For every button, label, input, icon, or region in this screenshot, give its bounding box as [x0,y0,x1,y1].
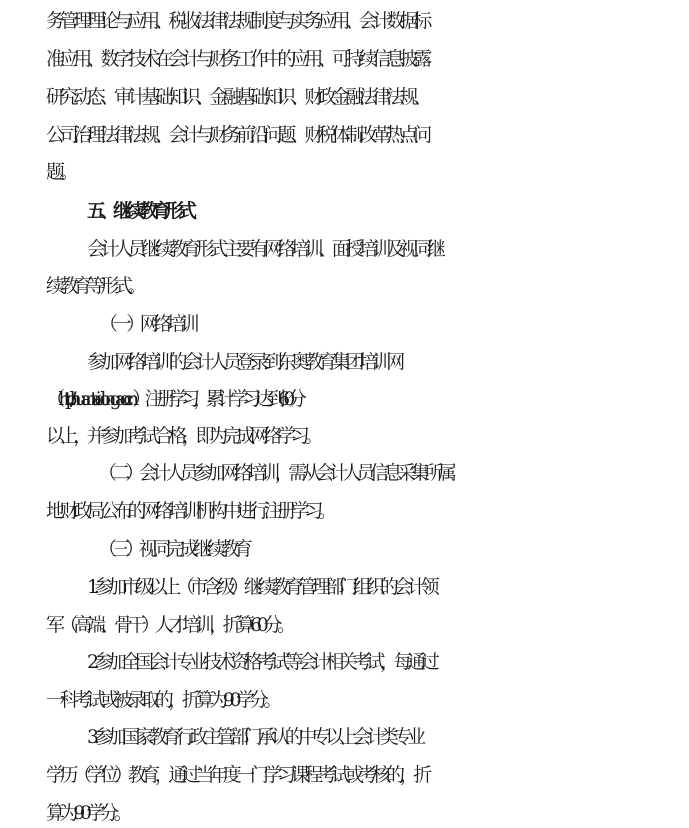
list-item: 1.参加市级以上（市含级）继续教育管理部门组织的会计领 [87,576,435,598]
body-text-line: 公司治理法律法规、会计与财务前沿问题、财税体制改革热点问 [46,124,427,146]
body-text-line: 准应用、数字技术在会计与财务工作中的应用、可持续信息披露 [46,48,427,70]
body-text-line: 会计人员继续教育形式主要有网络培训、面授培训及视同继 [87,238,441,260]
body-text-line: 题。 [46,161,74,183]
body-text-line: 学历（学位）教育，通过当年度一门学习课程考试或考核的，折 [46,764,427,786]
body-text-line: 研究动态、审计基础知识、金融基础知识、财政金融法律法规、 [46,86,427,108]
section-heading: 五、继续教育形式 [87,200,192,222]
list-item: 3.参加国家教育行政主管部门承认的中专以上会计类专业 [87,726,421,748]
body-text-line: 参加网络培训的会计人员登录到东奥教育集团培训网 [87,351,400,373]
list-item: 2.参加全国会计专业技术资格考试等会计相关考试，每通过 [87,651,435,673]
body-text-line: （http://huantai.dongao.cn）注册学习，累计学习达到 60 分 [46,388,300,410]
body-text-line: 务管理理论与应用、税收法律法规制度与实务应用、会计数据标 [46,10,427,32]
body-text-line: 一科考试或被录取的，折算为90学分。 [46,689,277,711]
subsection-heading: （一）网络培训 [99,313,195,335]
body-text-line: 军（高端、骨干）人才培训，折算60分。 [46,614,291,636]
body-text-line: （二）会计人员参加网络培训，需从会计人员信息采集所属 [98,462,452,484]
body-text-line: 续教育等形式。 [46,275,142,297]
subsection-heading: （三）视同完成继续教育 [98,538,248,560]
body-text-line: 地财政局公布的网络培训机构中进行注册学习。 [46,500,332,522]
body-text-line: 算为90学分。 [46,802,128,824]
body-text-line: 以上，并参加考试合格，即为完成网络学习。 [46,425,319,447]
